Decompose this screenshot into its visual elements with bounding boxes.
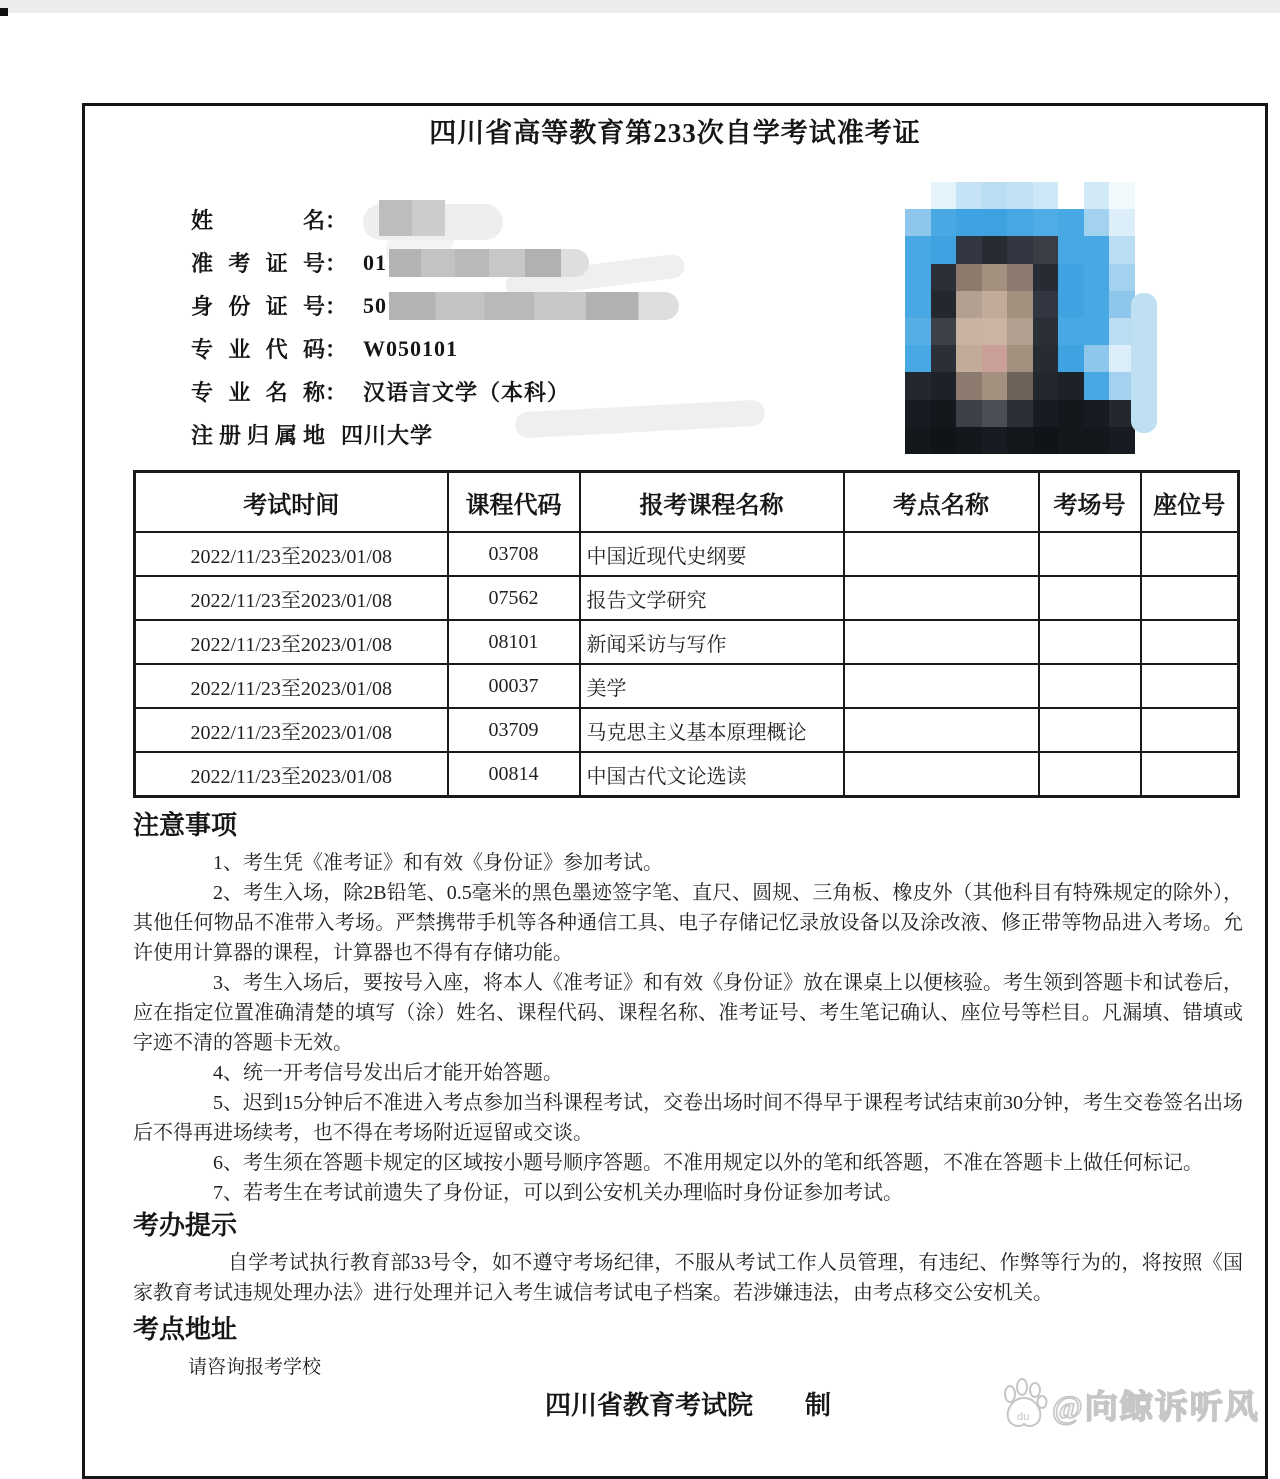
colon: ： <box>325 380 348 405</box>
photo-pixel <box>1084 291 1110 318</box>
photo-pixel <box>931 427 957 454</box>
photo-pixel <box>1084 264 1110 291</box>
photo-pixel <box>982 264 1008 291</box>
photo-pixel <box>905 318 931 345</box>
table-cell: 新闻采访与写作 <box>580 620 844 664</box>
info-section <box>191 198 891 456</box>
photo-pixel <box>956 318 982 345</box>
photo-pixel <box>1033 427 1059 454</box>
photo-pixel <box>1007 427 1033 454</box>
photo-pixel <box>1109 427 1135 454</box>
name-label: 姓名 <box>191 208 325 233</box>
notice-item: 6、考生须在答题卡规定的区域按小题号顺序答题。不准用规定以外的笔和纸答题，不准在答题卡上做任何标记。 <box>213 1152 1203 1174</box>
top-strip <box>0 0 1280 13</box>
table-cell <box>1141 664 1239 708</box>
table-cell <box>1039 708 1141 752</box>
table-cell: 报告文学研究 <box>580 576 844 620</box>
notices-heading: 注意事项 <box>133 811 238 840</box>
photo-pixel <box>1007 209 1033 236</box>
table-cell: 08101 <box>448 620 580 664</box>
notice-item: 2、考生入场，除2B铅笔、0.5毫米的黑色墨迹签字笔、直尺、圆规、三角板、橡皮外（其他科目有特殊规定的除外），其他任何物品不准带入考场。严禁携带手机等各种通信工具、电子存储记忆录放设备以及涂改液、修正带等物品进入考场。允许使用计算器的课程，计算器也不得有存储功能。 <box>133 882 1243 964</box>
table-cell: 2022/11/23至2023/01/08 <box>135 532 448 576</box>
table-cell: 2022/11/23至2023/01/08 <box>135 664 448 708</box>
photo-pixel <box>1058 182 1084 209</box>
office-text: 自学考试执行教育部33号令，如不遵守考场纪律，不服从考试工作人员管理，有违纪、作弊等行为的，将按照《国家教育考试违规处理办法》进行处理并记入考生诚信考试电子档案。若涉嫌违法，由考点移交公安机关。 <box>133 1252 1243 1304</box>
photo-pixel <box>1058 236 1084 263</box>
table-header-row <box>135 472 1239 533</box>
photo-pixel <box>1058 291 1084 318</box>
photo-pixel <box>1007 182 1033 209</box>
photo-pixel <box>1058 318 1084 345</box>
table-cell <box>844 752 1039 797</box>
photo-pixel <box>1084 209 1110 236</box>
colon: ： <box>325 337 348 362</box>
ticket-number-prefix: 01 <box>363 249 388 275</box>
photo-pixel <box>1058 264 1084 291</box>
venue-text: 请咨询报考学校 <box>188 1357 322 1378</box>
table-cell <box>1141 576 1239 620</box>
photo-pixel <box>1084 182 1110 209</box>
photo-pixel <box>1007 400 1033 427</box>
table-cell: 马克思主义基本原理概论 <box>580 708 844 752</box>
baidu-paw-icon <box>1000 1378 1048 1430</box>
ticket-number-label: 准考证号 <box>191 251 325 276</box>
table-cell <box>844 576 1039 620</box>
photo-pixel <box>905 291 931 318</box>
table-cell: 2022/11/23至2023/01/08 <box>135 576 448 620</box>
table-cell <box>1039 620 1141 664</box>
photo-pixel <box>931 400 957 427</box>
photo-pixel <box>1058 372 1084 399</box>
photo-pixel <box>931 372 957 399</box>
photo-pixel <box>1033 400 1059 427</box>
photo-pixel <box>1007 236 1033 263</box>
photo-pixel <box>905 236 931 263</box>
colon: ： <box>325 208 348 233</box>
photo-pixel <box>1058 427 1084 454</box>
notice-item: 5、迟到15分钟后不准进入考点参加当科课程考试，交卷出场时间不得早于课程考试结束前30分钟，考生交卷签名出场后不得再进场续考，也不得在考场附近逗留或交谈。 <box>133 1092 1243 1144</box>
table-cell <box>1141 752 1239 797</box>
photo-pixel <box>1007 345 1033 372</box>
issuer-footer: 四川省教育考试院 制 <box>544 1391 831 1420</box>
table-cell <box>1039 532 1141 576</box>
info-field-registration <box>191 413 891 456</box>
ticket-title: 四川省高等教育第233次自学考试准考证 <box>429 118 921 148</box>
photo-pixel <box>956 236 982 263</box>
photo-pixel <box>1109 236 1135 263</box>
photo-pixel <box>1058 400 1084 427</box>
photo-pixel <box>1033 372 1059 399</box>
photo-blue-splash <box>1131 293 1157 433</box>
venue-heading: 考点地址 <box>133 1315 238 1344</box>
photo-pixel <box>1084 427 1110 454</box>
info-field-name <box>191 198 891 241</box>
id-number-blur <box>389 292 679 320</box>
svg-text:du: du <box>1017 1411 1030 1423</box>
photo-pixel <box>1033 264 1059 291</box>
photo-pixel <box>956 427 982 454</box>
photo-pixel <box>1058 345 1084 372</box>
table-cell <box>1039 576 1141 620</box>
photo-pixel <box>931 236 957 263</box>
table-header-cell: 考场号 <box>1039 472 1141 533</box>
photo-pixel <box>905 427 931 454</box>
photo-pixel <box>1007 318 1033 345</box>
table-cell: 07562 <box>448 576 580 620</box>
table-header-cell: 考试时间 <box>135 472 448 533</box>
table-cell: 2022/11/23至2023/01/08 <box>135 752 448 797</box>
table-header-cell: 考点名称 <box>844 472 1039 533</box>
photo-pixel <box>1084 318 1110 345</box>
photo-pixel <box>956 345 982 372</box>
table-cell <box>1141 620 1239 664</box>
major-code-label: 专业代码 <box>191 337 325 362</box>
photo-pixel <box>905 264 931 291</box>
photo-pixel <box>1109 209 1135 236</box>
photo-pixel <box>956 182 982 209</box>
table-cell <box>844 620 1039 664</box>
photo-pixel <box>956 372 982 399</box>
photo-pixel <box>982 236 1008 263</box>
table-cell: 中国近现代史纲要 <box>580 532 844 576</box>
table-row <box>135 620 1239 664</box>
ticket-number-blur <box>389 249 589 277</box>
registration-label: 注册归属地 <box>191 423 325 448</box>
colon: ： <box>325 294 348 319</box>
watermark-text: @向鲸诉听风 <box>1052 1389 1260 1426</box>
table-cell: 中国古代文论选读 <box>580 752 844 797</box>
photo-pixel <box>1033 236 1059 263</box>
photo-pixel <box>1084 372 1110 399</box>
photo-pixel <box>1007 264 1033 291</box>
photo-pixel <box>956 264 982 291</box>
colon: ： <box>325 251 348 276</box>
photo-pixel <box>905 182 931 209</box>
photo-pixel <box>982 372 1008 399</box>
table-cell <box>844 664 1039 708</box>
major-name-value: 汉语言文学（本科） <box>363 380 571 405</box>
photo-pixel <box>982 291 1008 318</box>
table-cell <box>1039 664 1141 708</box>
table-cell <box>1141 708 1239 752</box>
notes-section <box>133 810 1243 1422</box>
table-cell <box>1141 532 1239 576</box>
photo-pixel <box>982 318 1008 345</box>
photo-pixel <box>905 372 931 399</box>
name-blur <box>363 200 513 240</box>
info-field-ticket-number <box>191 241 891 284</box>
photo-pixel <box>905 345 931 372</box>
registration-value: 四川大学 <box>341 423 434 448</box>
photo-pixel <box>1084 345 1110 372</box>
photo-pixel <box>982 345 1008 372</box>
photo-pixel <box>931 182 957 209</box>
table-row <box>135 532 1239 576</box>
table-cell: 2022/11/23至2023/01/08 <box>135 708 448 752</box>
office-heading: 考办提示 <box>133 1211 238 1240</box>
info-field-id-number <box>191 284 891 327</box>
id-number-prefix: 50 <box>363 292 388 318</box>
photo-pixel <box>1033 318 1059 345</box>
photo-pixel <box>982 400 1008 427</box>
photo-pixel <box>905 400 931 427</box>
info-field-major-code <box>191 327 891 370</box>
major-name-label: 专业名称 <box>191 380 325 405</box>
photo-pixel <box>1084 400 1110 427</box>
photo-pixel <box>1007 372 1033 399</box>
table-row <box>135 664 1239 708</box>
photo-pixel <box>931 209 957 236</box>
id-number-label: 身份证号 <box>191 294 325 319</box>
table-header-cell: 课程代码 <box>448 472 580 533</box>
photo-pixel <box>931 291 957 318</box>
photo-pixel <box>931 318 957 345</box>
notice-item: 1、考生凭《准考证》和有效《身份证》参加考试。 <box>213 852 663 874</box>
table-cell: 00037 <box>448 664 580 708</box>
photo-pixel <box>1109 264 1135 291</box>
photo-pixel <box>956 400 982 427</box>
notice-item: 7、若考生在考试前遗失了身份证，可以到公安机关办理临时身份证参加考试。 <box>213 1182 903 1204</box>
notice-item: 4、统一开考信号发出后才能开始答题。 <box>213 1062 563 1084</box>
photo-pixel <box>982 182 1008 209</box>
admission-ticket-sheet <box>82 103 1268 1479</box>
table-header-cell: 报考课程名称 <box>580 472 844 533</box>
photo-pixel <box>1058 209 1084 236</box>
table-cell <box>844 708 1039 752</box>
photo-pixel <box>931 264 957 291</box>
info-field-major-name <box>191 370 891 413</box>
notice-item: 3、考生入场后，要按号入座，将本人《准考证》和有效《身份证》放在课桌上以便核验。考生领到答题卡和试卷后，应在指定位置准确清楚的填写（涂）姓名、课程代码、课程名称、准考证号、考生笔记确认、座位号等栏目。凡漏填、错填或字迹不清的答题卡无效。 <box>133 972 1243 1054</box>
table-header-cell: 座位号 <box>1141 472 1239 533</box>
photo-pixel <box>1109 182 1135 209</box>
photo-pixel <box>1033 291 1059 318</box>
table-row <box>135 708 1239 752</box>
candidate-photo <box>905 182 1135 454</box>
photo-pixel <box>982 427 1008 454</box>
table-cell: 2022/11/23至2023/01/08 <box>135 620 448 664</box>
photo-pixel <box>931 345 957 372</box>
table-cell: 00814 <box>448 752 580 797</box>
photo-pixel <box>1033 345 1059 372</box>
watermark <box>1000 1378 1260 1430</box>
major-code-value: W050101 <box>363 335 459 361</box>
photo-pixel <box>1033 209 1059 236</box>
photo-pixel <box>905 209 931 236</box>
photo-pixel <box>956 209 982 236</box>
table-cell: 03709 <box>448 708 580 752</box>
table-row <box>135 576 1239 620</box>
table-row <box>135 752 1239 797</box>
photo-pixel <box>1084 236 1110 263</box>
table-cell: 03708 <box>448 532 580 576</box>
notice-list <box>133 848 1243 1208</box>
table-cell <box>1039 752 1141 797</box>
photo-pixel <box>956 291 982 318</box>
photo-pixel <box>982 209 1008 236</box>
top-notch <box>0 8 8 16</box>
table-cell: 美学 <box>580 664 844 708</box>
photo-pixel <box>1033 182 1059 209</box>
exam-schedule-table <box>133 470 1240 798</box>
table-cell <box>844 532 1039 576</box>
photo-pixel <box>1007 291 1033 318</box>
